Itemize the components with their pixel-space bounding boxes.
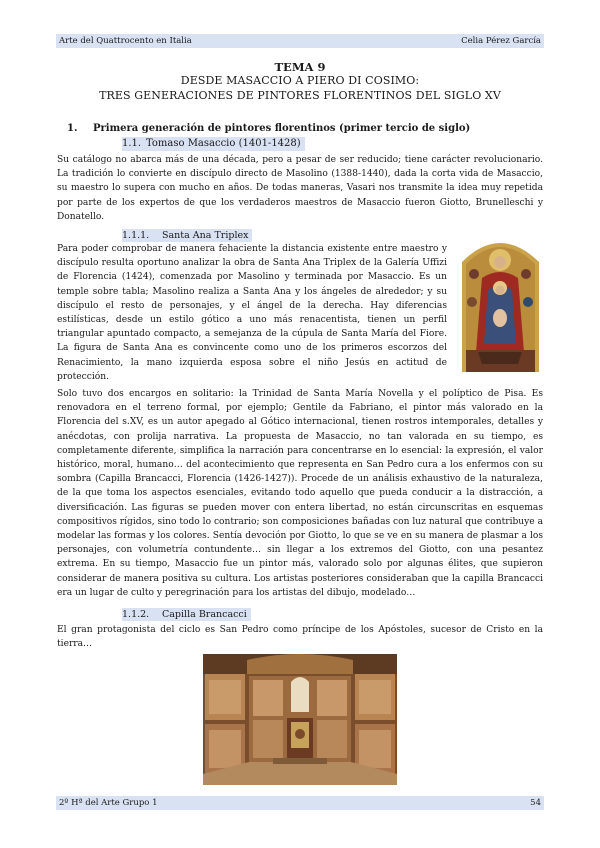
section-title: Primera generación de pintores florentinos (primer tercio de siglo) <box>93 123 471 134</box>
subsection-number: 1.1. <box>122 138 142 149</box>
footer-course-group: 2º Hª del Arte Grupo 1 <box>59 798 158 808</box>
santa-ana-triplex-painting <box>458 232 543 372</box>
header-course: Arte del Quattrocento en Italia <box>59 36 192 46</box>
page-header <box>56 34 544 48</box>
page-footer <box>56 796 544 810</box>
chapter-number: TEMA 9 <box>274 60 326 74</box>
subsection-number: 1.1.1. <box>122 230 150 241</box>
subsection-number: 1.1.2. <box>122 609 150 620</box>
chapter-title-line1: DESDE MASACCIO A PIERO DI COSIMO: <box>180 74 420 87</box>
section-number: 1. <box>67 123 78 134</box>
paragraph-santa-ana <box>57 242 447 384</box>
capilla-brancacci-photo <box>203 654 397 785</box>
paragraph-masaccio-style <box>57 387 543 600</box>
paragraph-text: Su catálogo no abarca más de una década, pero a pesar de ser reducido; tiene carácter revolucionario. La tradición lo convierte en discípulo directo de Masolino (1388-1440), dada la corta vida de Masaccio, su maestro lo supera con mucho en años. De todas maneras, Vasari nos transmite la idea muy repetida por parte de los expertos de que los verdaderos maestros de Masaccio fueron Giotto, Brunelleschi y Donatello. <box>57 155 543 222</box>
subsection-title: Capilla Brancacci <box>162 609 247 620</box>
subsection-heading-1-1-1 <box>122 229 252 242</box>
subsection-title: Tomaso Masaccio (1401-1428) <box>146 138 301 149</box>
paragraph-text: Para poder comprobar de manera fehaciente la distancia existente entre maestro y discípulo resulta oportuno analizar la obra de Santa Ana Triplex de la Galería Uffizi de Florencia (1424), comenzada por Masolino y terminada por Masaccio. Es un temple sobre tabla; Masolino realiza a Santa Ana y los ángeles de alrededor; y su discípulo el resto de personajes, y el ángel de la derecha. Hay diferencias estilísticas, desde un estilo gótico a uno más renacentista, tienen un perfil triangular apuntado compacto, a semejanza de la cúpula de Santa María del Fiore. La figura de Santa Ana es convincente como uno de los primeros escorzos del Renacimiento, la mano izquierda esposa sobre el niño Jesús en actitud de protección. <box>57 244 447 382</box>
paragraph-text: Solo tuvo dos encargos en solitario: la Trinidad de Santa María Novella y el políptico de Pisa. Es renovadora en el terreno formal, por ejemplo; Gentile da Fabriano, el pintor más valorado en la Florencia del s.XV, es un autor apegado al Gótico internacional, tienen rostros intemporales, detalles y anécdotas, con prolija narrativa. La propuesta de Masaccio, no tan valorada en su tiempo, es completamente diferente, simplifica la narración para concentrarse en lo esencial: la expresión, el valor histórico, moral, humano… del acontecimiento que representa en San Pedro cura a los enfermos con su sombra (Capilla Brancacci, Florencia (1426-1427)). Procede de un análisis exhaustivo de la naturaleza, de la que toma los aspectos esenciales, evitando todo aquello que pueda conducir a la distracción, a diversificación. Las figuras se pueden mover con entera libertad, no están circunscritas en esquemas compositivos rígidos, sino todo lo contrario; son composiciones bañadas con luz natural que contribuye a modelar las formas y los colores. Sentía devoción por Giotto, lo que se ve en su manera de plasmar a los personajes, con volumetría contundente… sin llegar a los extremos del Giotto, con una pesantez extrema. En su tiempo, Masaccio fue un pintor más, valorado solo por algunas élites, que supieron considerar de manera positiva su cultura. Los artistas posteriores consideraban que la capilla Brancacci era un lugar de culto y peregrinación para los artistas del dibujo, modelado… <box>57 389 543 598</box>
paragraph-brancacci <box>57 623 543 651</box>
chapter-title-line2: TRES GENERACIONES DE PINTORES FLORENTINOS DEL SIGLO XV <box>99 89 501 102</box>
paragraph-text: El gran protagonista del ciclo es San Pedro como príncipe de los Apóstoles, sucesor de Cristo en la tierra… <box>57 625 543 650</box>
page-number: 54 <box>530 798 541 808</box>
subsection-heading-1-1 <box>122 137 305 151</box>
subsection-heading-1-1-2 <box>122 608 251 621</box>
paragraph-intro <box>57 153 543 224</box>
subsection-title: Santa Ana Triplex <box>162 230 249 241</box>
header-author: Celia Pérez García <box>461 36 541 46</box>
